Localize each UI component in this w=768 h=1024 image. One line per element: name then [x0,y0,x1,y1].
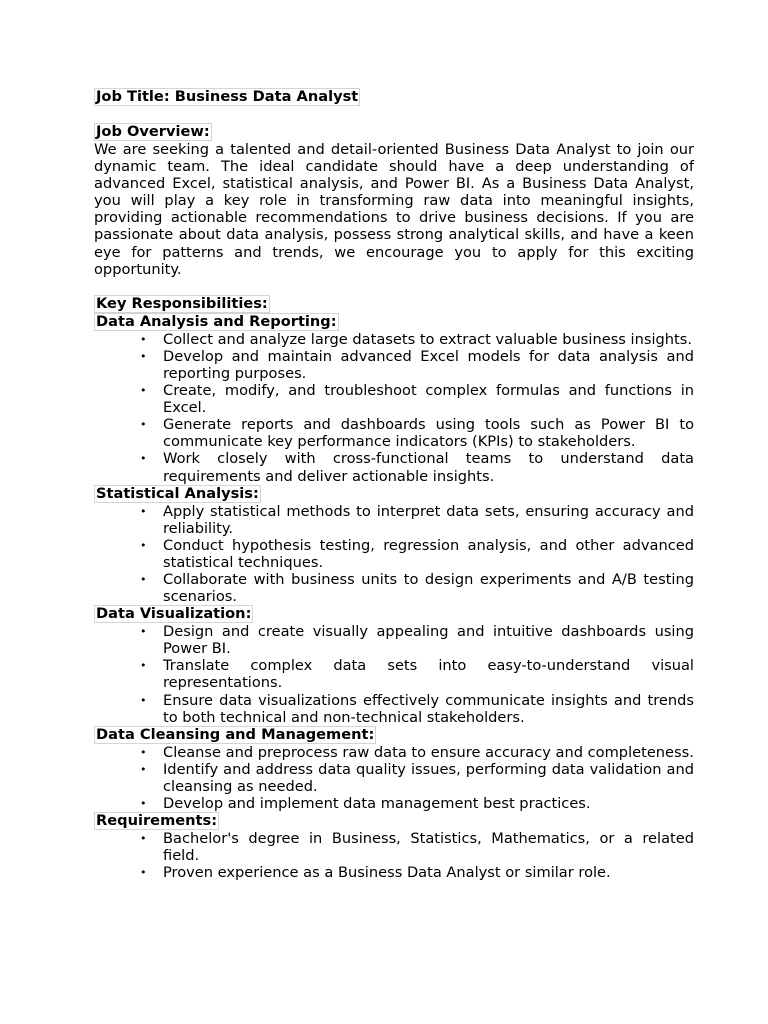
section-heading: Statistical Analysis: [96,484,259,502]
section-heading: Data Cleansing and Management: [96,725,375,743]
job-overview-section [94,123,694,278]
bullet-list [94,623,694,726]
bullet-list [94,503,694,606]
job-overview-text: We are seeking a talented and detail-oriented Business Data Analyst to join our dynamic team. The ideal candidate should have a deep understanding of advanced Excel, statistical analysis, and Power BI. As a Business Data Analyst, you will play a key role in transforming raw data into meaningful insights, providing actionable recommendations to drive business decisions. If you are passionate about data analysis, possess strong analytical skills, and have a keen eye for patterns and trends, we encourage you to apply for this exciting opportunity. [94,141,694,278]
list-item: • Design and create visually appealing and intuitive dashboards using Power BI. [163,623,694,657]
job-overview-heading-row [94,123,694,141]
list-item: • Apply statistical methods to interpret data sets, ensuring accuracy and reliability. [163,503,694,537]
list-item: • Create, modify, and troubleshoot complex formulas and functions in Excel. [163,382,694,416]
section-heading: Data Analysis and Reporting: [96,312,337,330]
document-page [94,88,694,881]
job-title: Job Title: Business Data Analyst [96,88,359,105]
section-heading-row [94,726,694,744]
list-item: • Bachelor's degree in Business, Statistics, Mathematics, or a related field. [163,830,694,864]
bullet-list [94,744,694,812]
section-data-visualization [94,605,694,726]
bullet-list [94,331,694,485]
section-data-cleansing-management [94,726,694,812]
bullet-list [94,830,694,881]
section-heading-row [94,313,694,331]
section-statistical-analysis [94,485,694,606]
list-item: • Collaborate with business units to design experiments and A/B testing scenarios. [163,571,694,605]
job-title-row [94,88,694,106]
list-item: • Identify and address data quality issues, performing data validation and cleansing as needed. [163,761,694,795]
job-overview-heading: Job Overview: [96,123,210,140]
list-item: • Generate reports and dashboards using tools such as Power BI to communicate key performance indicators (KPIs) to stakeholders. [163,416,694,450]
section-heading-row [94,485,694,503]
list-item: • Proven experience as a Business Data Analyst or similar role. [163,864,694,881]
section-requirements [94,812,694,881]
section-heading-row [94,605,694,623]
list-item: • Develop and maintain advanced Excel models for data analysis and reporting purposes. [163,348,694,382]
key-responsibilities-heading: Key Responsibilities: [96,294,268,312]
list-item: • Ensure data visualizations effectively communicate insights and trends to both technical and non-technical stakeholders. [163,692,694,726]
section-heading-row [94,812,694,830]
list-item: • Work closely with cross-functional teams to understand data requirements and deliver actionable insights. [163,450,694,484]
section-heading: Requirements: [96,812,218,830]
list-item: • Develop and implement data management best practices. [163,795,694,812]
list-item: • Conduct hypothesis testing, regression analysis, and other advanced statistical techniques. [163,537,694,571]
section-data-analysis-reporting [94,313,694,485]
list-item: • Cleanse and preprocess raw data to ensure accuracy and completeness. [163,744,694,761]
list-item: • Collect and analyze large datasets to extract valuable business insights. [163,331,694,348]
section-heading: Data Visualization: [96,605,252,623]
key-responsibilities-heading-row [94,295,694,313]
list-item: • Translate complex data sets into easy-to-understand visual representations. [163,657,694,691]
